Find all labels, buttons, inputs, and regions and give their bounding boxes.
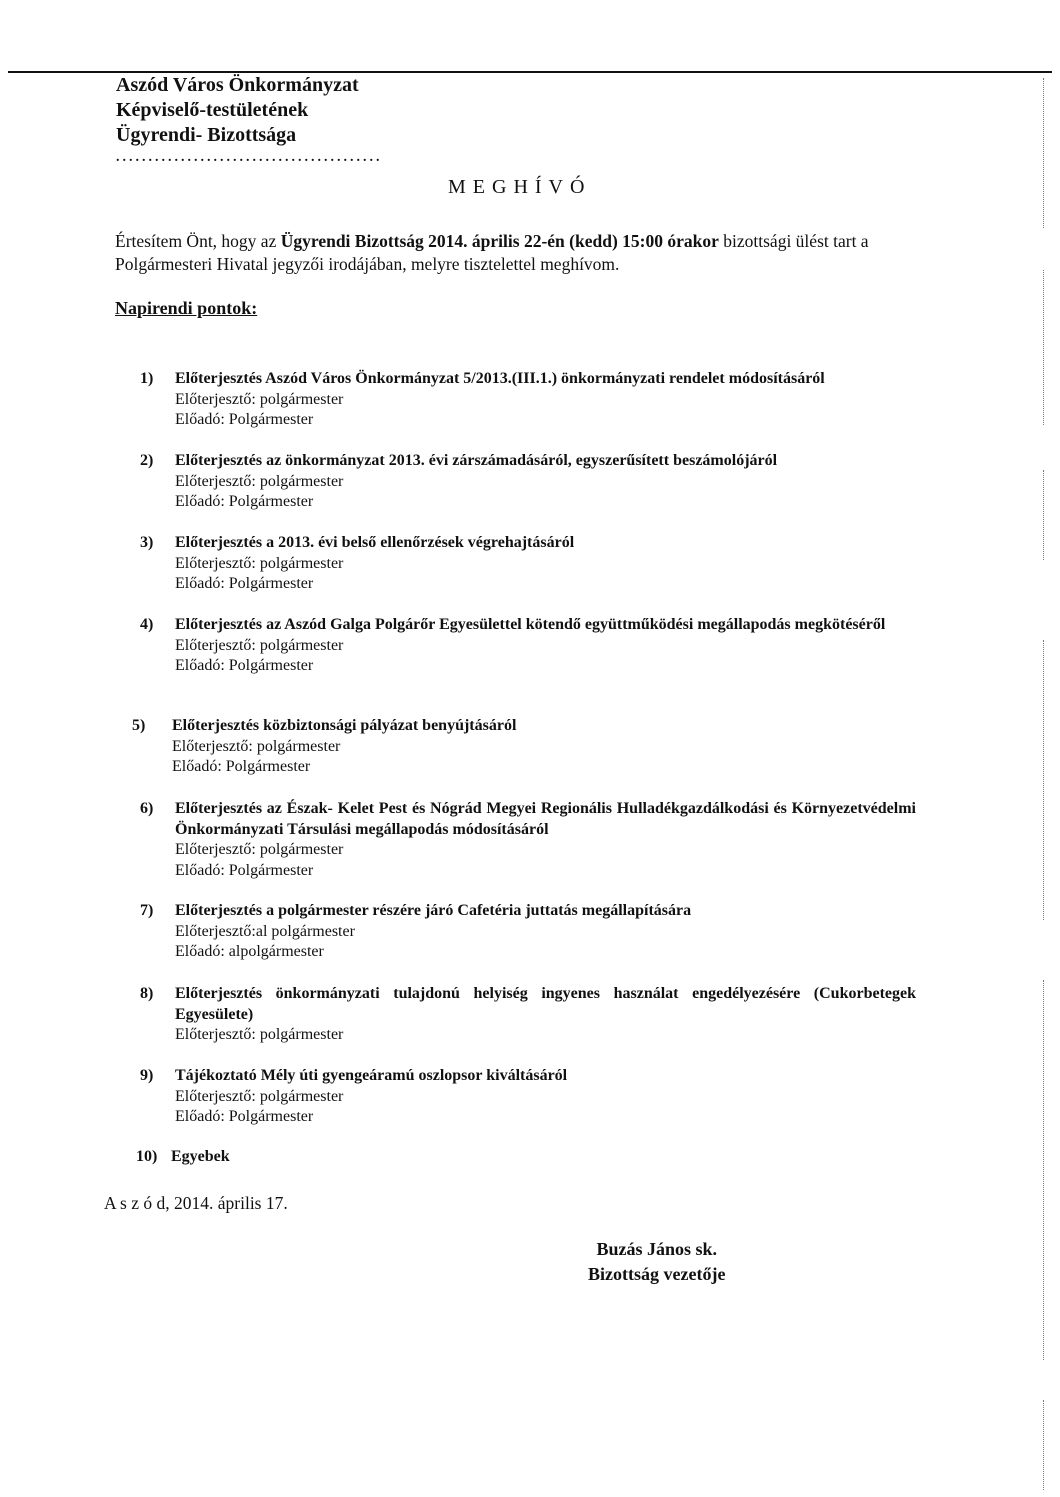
intro-text-1: Értesítem Önt, hogy az	[115, 231, 281, 251]
agenda-item-proposer: Előterjesztő: polgármester	[175, 1026, 344, 1043]
agenda-item-proposer: Előterjesztő: polgármester	[175, 472, 344, 490]
agenda-item-proposer: Előterjesztő: polgármester	[175, 1087, 344, 1105]
letterhead	[116, 73, 359, 148]
letterhead-line-1: Aszód Város Önkormányzat	[116, 74, 359, 96]
agenda-item	[140, 451, 916, 513]
agenda-item	[140, 1066, 916, 1128]
agenda-item-subject: Előterjesztés Aszód Város Önkormányzat 5/2013.(III.1.) önkormányzati rendelet módosításáról	[175, 370, 825, 387]
agenda-item-presenter: Előadó: Polgármester	[175, 493, 314, 510]
date-line: A s z ó d, 2014. április 17.	[104, 1193, 288, 1213]
agenda-item	[140, 533, 916, 595]
document-title: MEGHÍVÓ	[448, 176, 592, 198]
agenda-item-presenter: Előadó: Polgármester	[175, 861, 314, 879]
agenda-item-subject: Előterjesztés a polgármester részére járó Cafetéria juttatás megállapítására	[175, 902, 692, 919]
agenda-item-subject: Tájékoztató Mély úti gyengeáramú oszlopsor kiváltásáról	[175, 1067, 568, 1084]
agenda-item-subject: Előterjesztés az Észak- Kelet Pest és Nógrád Megyei Regionális Hulladékgazdálkodási és Környezetvédelmi Önkormányzati Társulási megállapodás módosításáról	[175, 800, 916, 838]
agenda-item-number: 9)	[140, 1067, 154, 1084]
agenda-item-number: 6)	[140, 800, 154, 817]
agenda-item	[140, 799, 916, 881]
agenda-item-presenter: Előadó: Polgármester	[175, 1108, 314, 1125]
signatory-name: Buzás János sk.	[596, 1239, 717, 1259]
agenda-item	[132, 716, 908, 778]
scan-artifact	[1043, 640, 1045, 920]
letterhead-line-2: Képviselő-testületének	[116, 99, 309, 121]
agenda-item-presenter: Előadó: Polgármester	[175, 575, 314, 592]
scan-artifact	[1043, 78, 1045, 228]
signature-block	[588, 1237, 725, 1287]
agenda-item-number: 10)	[136, 1148, 158, 1165]
scan-artifact	[1043, 470, 1045, 560]
agenda-item-subject: Egyebek	[171, 1148, 230, 1165]
agenda-item-proposer: Előterjesztő: polgármester	[175, 390, 344, 408]
intro-text-2: bizottsági ülést tart a Polgármesteri Hivatal jegyzői irodájában, melyre tisztelettel meghívom.	[115, 231, 869, 274]
agenda-item-subject: Előterjesztés a 2013. évi belső ellenőrzések végrehajtásáról	[175, 534, 575, 551]
agenda-item	[140, 901, 916, 963]
agenda-item-number: 7)	[140, 902, 154, 919]
agenda-item-proposer: Előterjesztő: polgármester	[175, 841, 344, 858]
scan-artifact	[1043, 980, 1045, 1360]
letterhead-line-3: Ügyrendi- Bizottsága	[116, 124, 297, 146]
agenda-item-number: 4)	[140, 616, 154, 633]
agenda-item-presenter: Előadó: Polgármester	[172, 758, 311, 775]
agenda-item-number: 3)	[140, 534, 154, 551]
agenda-item-proposer: Előterjesztő: polgármester	[172, 737, 341, 755]
agenda-item-subject: Előterjesztés közbiztonsági pályázat benyújtásáról	[172, 717, 517, 734]
scan-artifact	[1043, 270, 1045, 425]
agenda-heading: Napirendi pontok:	[115, 298, 258, 318]
agenda-item-subject: Előterjesztés az önkormányzat 2013. évi zárszámadásáról, egyszerűsített beszámolójáról	[175, 452, 778, 469]
agenda-item-proposer: Előterjesztő: polgármester	[175, 636, 344, 654]
agenda-item-number: 8)	[140, 985, 154, 1002]
intro-paragraph	[115, 230, 935, 276]
agenda-item	[136, 1147, 912, 1168]
agenda-item-presenter: Előadó: Polgármester	[175, 411, 314, 428]
agenda-item-number: 1)	[140, 370, 154, 387]
signatory-role: Bizottság vezetője	[588, 1264, 726, 1284]
agenda-item	[140, 369, 916, 431]
agenda-item-proposer: Előterjesztő:al polgármester	[175, 922, 355, 940]
agenda-item-subject: Előterjesztés önkormányzati tulajdonú helyiség ingyenes használat engedélyezésére (Cukorbetegek Egyesülete)	[175, 985, 916, 1023]
dotted-separator: .........................................	[116, 150, 383, 165]
agenda-item	[140, 984, 916, 1046]
agenda-item-presenter: Előadó: Polgármester	[175, 657, 314, 674]
agenda-item-subject: Előterjesztés az Aszód Galga Polgárőr Egyesülettel kötendő együttműködési megállapodás megkötéséről	[175, 616, 886, 633]
agenda-item-number: 2)	[140, 452, 154, 469]
agenda-item-presenter: Előadó: alpolgármester	[175, 943, 324, 960]
agenda-item-proposer: Előterjesztő: polgármester	[175, 554, 344, 572]
scan-artifact	[1043, 1400, 1045, 1490]
intro-meeting-details: Ügyrendi Bizottság 2014. április 22-én (kedd) 15:00 órakor	[280, 231, 719, 251]
agenda-item	[140, 615, 916, 677]
agenda-item-number: 5)	[132, 717, 146, 734]
